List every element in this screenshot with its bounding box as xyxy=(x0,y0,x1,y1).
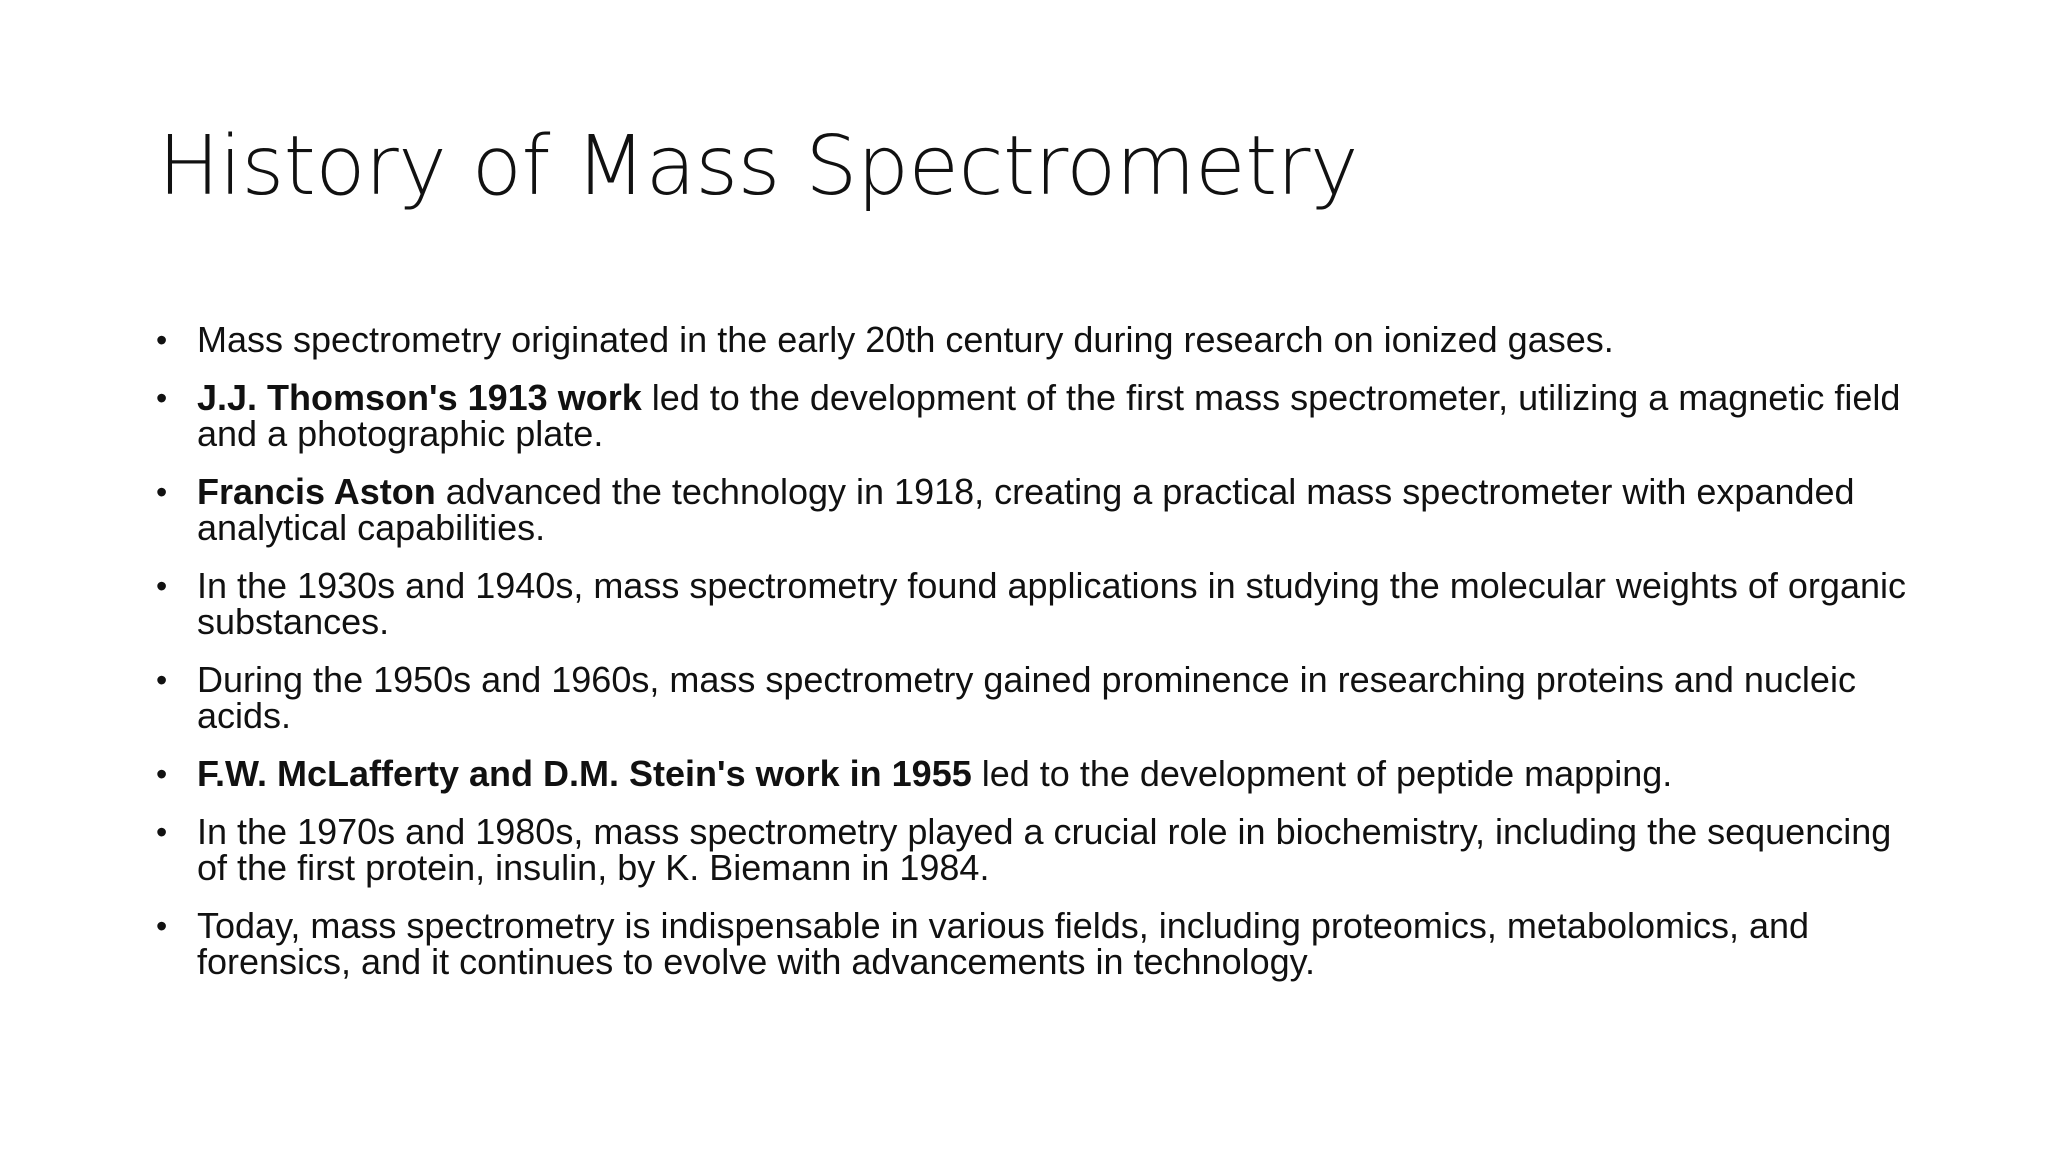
bullet-item xyxy=(152,471,1912,548)
bullet-body-text: Mass spectrometry originated in the early 20th century during research on ionized gases. xyxy=(197,319,1614,360)
bullet-icon: • xyxy=(156,380,168,416)
bullet-body-text: In the 1970s and 1980s, mass spectrometry played a crucial role in biochemistry, including the sequencing of the first protein, insulin, by K. Biemann in 1984. xyxy=(197,811,1892,888)
bullet-body-text: advanced the technology in 1918, creating a practical mass spectrometer with expanded analytical capabilities. xyxy=(197,471,1855,548)
bullet-bold-text: J.J. Thomson's 1913 work xyxy=(197,377,642,418)
bullet-text xyxy=(197,905,1809,982)
bullet-body-text: Today, mass spectrometry is indispensable in various fields, including proteomics, metabolomics, and forensics, and it continues to evolve with advancements in technology. xyxy=(197,905,1810,982)
bullet-body-text: led to the development of peptide mapping. xyxy=(971,753,1673,794)
bullet-item xyxy=(152,811,1912,888)
bullet-icon: • xyxy=(156,322,168,358)
bullet-text xyxy=(197,377,1900,454)
bullet-item xyxy=(152,377,1912,454)
bullet-bold-text: Francis Aston xyxy=(197,471,436,512)
bullet-text xyxy=(197,471,1855,548)
bullet-item xyxy=(152,565,1912,642)
bullet-icon: • xyxy=(156,662,168,698)
bullet-body-text: led to the development of the first mass spectrometer, utilizing a magnetic field and a photographic plate. xyxy=(197,377,1901,454)
bullet-item xyxy=(152,659,1912,736)
bullet-icon: • xyxy=(156,474,168,510)
bullet-body-text: During the 1950s and 1960s, mass spectrometry gained prominence in researching proteins and nucleic acids. xyxy=(197,659,1856,736)
bullet-text xyxy=(197,811,1891,888)
bullet-item xyxy=(152,319,1912,360)
bullet-text xyxy=(197,659,1856,736)
bullet-body-text: In the 1930s and 1940s, mass spectrometry found applications in studying the molecular weights of organic substances. xyxy=(197,565,1906,642)
bullet-icon: • xyxy=(156,908,168,944)
bullet-icon: • xyxy=(156,568,168,604)
bullet-bold-text: F.W. McLafferty and D.M. Stein's work in 1955 xyxy=(197,753,972,794)
bullet-list xyxy=(152,319,1912,1002)
bullet-item xyxy=(152,905,1912,982)
bullet-text xyxy=(197,565,1906,642)
bullet-text xyxy=(197,319,1614,360)
slide-title: History of Mass Spectrometry xyxy=(158,119,1358,214)
bullet-text xyxy=(197,753,1672,794)
bullet-icon: • xyxy=(156,814,168,850)
bullet-item xyxy=(152,753,1912,794)
bullet-icon: • xyxy=(156,756,168,792)
